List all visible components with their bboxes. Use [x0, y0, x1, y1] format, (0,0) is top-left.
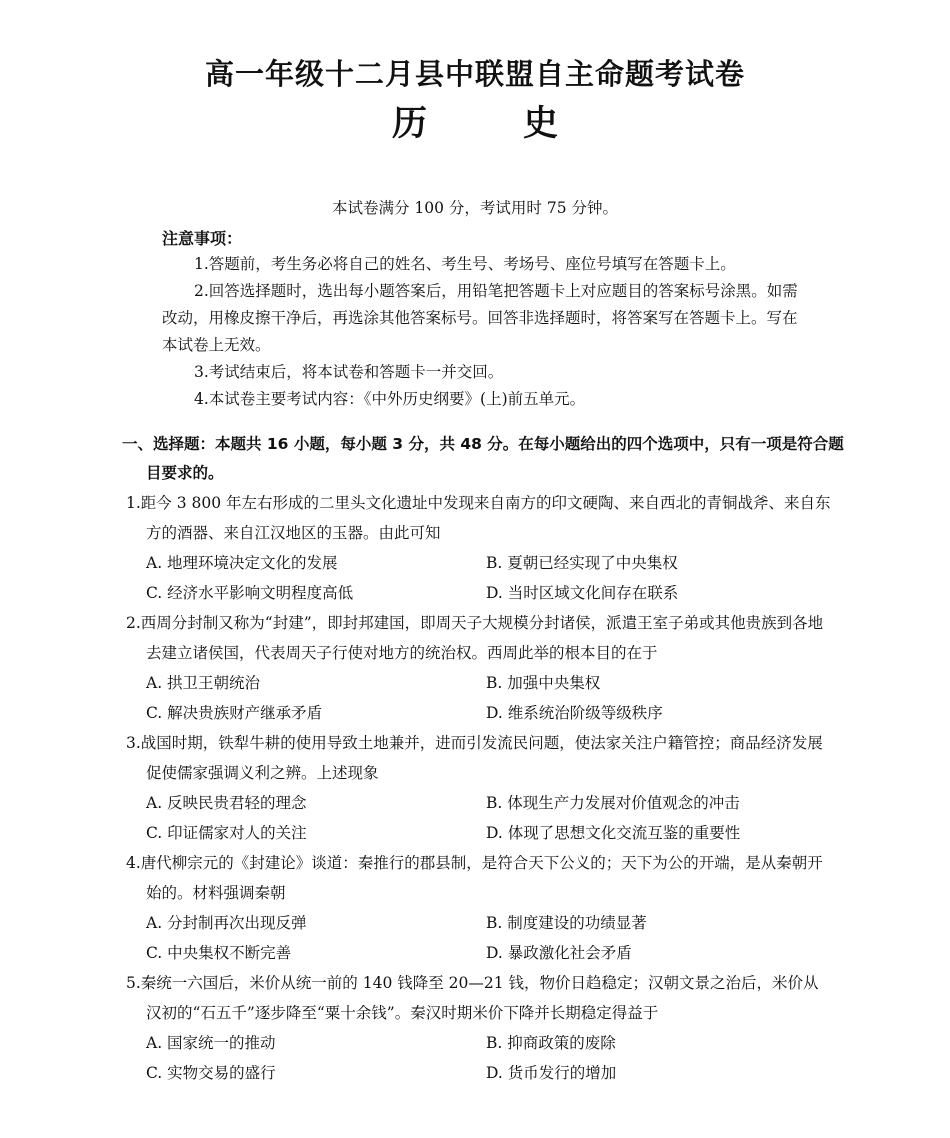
option-a: A. 拱卫王朝统治: [146, 674, 261, 692]
question-list: [126, 488, 832, 1088]
option-b: B. 夏朝已经实现了中央集权: [486, 554, 678, 572]
notice-item: 3.考试结束后，将本试卷和答题卡一并交回。: [194, 363, 504, 381]
question: [126, 728, 832, 848]
question-stem: 4.唐代柳宗元的《封建论》谈道：秦推行的郡县制，是符合天下公义的；天下为公的开端，是从秦朝开始的。材料强调秦朝: [126, 854, 823, 902]
notice-item: 1.答题前，考生务必将自己的姓名、考生号、考场号、座位号填写在答题卡上。: [194, 255, 736, 273]
subject-char-1: 历: [391, 104, 427, 144]
question-options: [126, 548, 832, 608]
question-stem: 1.距今 3 800 年左右形成的二里头文化遗址中发现来自南方的印文硬陶、来自西北的青铜战斧、来自东方的酒器、来自江汉地区的玉器。由此可知: [126, 494, 831, 542]
question: [126, 968, 832, 1088]
option-b: B. 制度建设的功绩显著: [486, 914, 647, 932]
question-options: [126, 908, 832, 968]
option-c: C. 实物交易的盛行: [146, 1064, 276, 1082]
exam-meta: 本试卷满分 100 分，考试用时 75 分钟。: [331, 199, 619, 217]
subject-title: [0, 96, 950, 146]
question-options: [126, 668, 832, 728]
notice-list: [162, 251, 810, 413]
option-b: B. 抑商政策的废除: [486, 1034, 616, 1052]
option-a: A. 反映民贵君轻的理念: [146, 794, 307, 812]
question-stem: 5.秦统一六国后，米价从统一前的 140 钱降至 20—21 钱，物价日趋稳定；汉朝文景之治后，米价从汉初的“石五千”逐步降至“粟十余钱”。秦汉时期米价下降并长期稳定得益于: [126, 974, 819, 1022]
option-a: A. 国家统一的推动: [146, 1034, 276, 1052]
option-c: C. 印证儒家对人的关注: [146, 824, 307, 842]
notice-item: 2.回答选择题时，选出每小题答案后，用铅笔把答题卡上对应题目的答案标号涂黑。如需改动，用橡皮擦干净后，再选涂其他答案标号。回答非选择题时，将答案写在答题卡上。写在本试卷上无效。: [162, 282, 798, 354]
option-d: D. 货币发行的增加: [486, 1064, 617, 1082]
section-heading: 一、选择题：本题共 16 小题，每小题 3 分，共 48 分。在每小题给出的四个选项中，只有一项是符合题目要求的。: [122, 435, 844, 482]
option-b: B. 加强中央集权: [486, 674, 601, 692]
option-d: D. 体现了思想文化交流互鉴的重要性: [486, 824, 741, 842]
question-stem: 3.战国时期，铁犁牛耕的使用导致土地兼并，进而引发流民问题，使法家关注户籍管控；商品经济发展促使儒家强调义利之辨。上述现象: [126, 734, 823, 782]
question: [126, 848, 832, 968]
option-d: D. 暴政激化社会矛盾: [486, 944, 632, 962]
question-options: [126, 1028, 832, 1088]
question: [126, 488, 832, 608]
question-options: [126, 788, 832, 848]
option-c: C. 解决贵族财产继承矛盾: [146, 704, 323, 722]
option-c: C. 中央集权不断完善: [146, 944, 292, 962]
exam-title: 高一年级十二月县中联盟自主命题考试卷: [204, 57, 745, 91]
option-a: A. 分封制再次出现反弹: [146, 914, 307, 932]
question-stem: 2.西周分封制又称为“封建”，即封邦建国，即周天子大规模分封诸侯，派遣王室子弟或其他贵族到各地去建立诸侯国，代表周天子行使对地方的统治权。西周此举的根本目的在于: [126, 614, 824, 662]
option-b: B. 体现生产力发展对价值观念的冲击: [486, 794, 740, 812]
subject-char-2: 史: [523, 104, 559, 144]
question: [126, 608, 832, 728]
option-c: C. 经济水平影响文明程度高低: [146, 584, 354, 602]
option-d: D. 维系统治阶级等级秩序: [486, 704, 663, 722]
notice-heading: 注意事项：: [162, 229, 243, 248]
option-a: A. 地理环境决定文化的发展: [146, 554, 338, 572]
option-d: D. 当时区域文化间存在联系: [486, 584, 679, 602]
notice-item: 4.本试卷主要考试内容：《中外历史纲要》(上)前五单元。: [194, 390, 586, 408]
